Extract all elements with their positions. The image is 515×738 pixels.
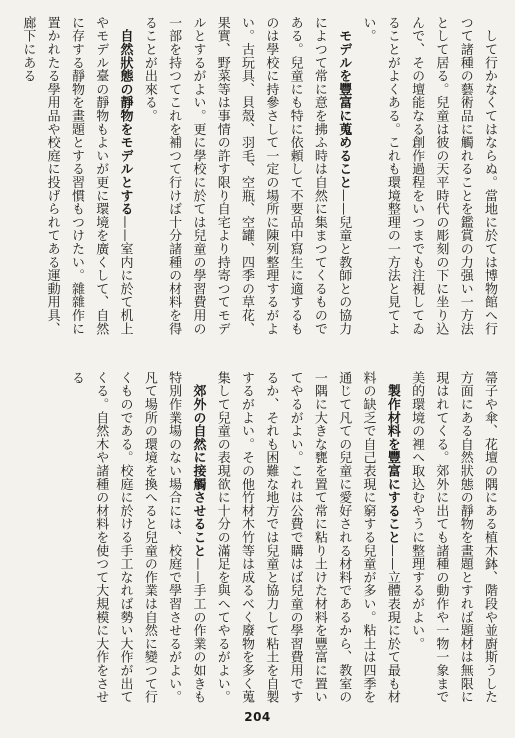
paragraph-text: して行かなくてはならぬ。當地に於ては博物館へ行つて諸種の藝術品に觸れることを鑑賞の力强い一方法として居る。兒童は彼の天平時代の彫刻の下に坐り込んで、その壇能なる創作過程をいつまでも注視してゐることがよくある。これも環境整理の一方法と見てよい。 (360, 16, 497, 336)
section-heading: 製作材料を豐富にすること (384, 371, 400, 544)
bottom-text-block (15, 371, 501, 706)
page-number: 204 (244, 710, 271, 724)
section-heading: モデルを豐富に蒐めること (336, 16, 352, 189)
paragraph-text: 箒子や傘、花壇の隅にある植木鉢、階段や並廚斯うした方面にある自然狀態の靜物を畫題とすれば題材は無限に現はれてくる。郊外に出ても諸種の動作や一物一象まで美的環境の裡へ取込むやうに整理するがよい。 (409, 371, 497, 704)
paragraph (404, 371, 501, 706)
paragraph (355, 16, 501, 341)
paragraph (137, 16, 356, 341)
top-text-block (15, 16, 501, 341)
section-heading: 郊外の自然に接觸させること (190, 371, 206, 558)
paragraph (209, 371, 403, 706)
paragraph-text: ——手工の作業の如きも特別作業場のない場合には、校庭で學習させるがよい。凡て場所の環境を換へると兒童の作業は自然に變つて行くものである。校庭に於ける手工なれば勢い大作が出てくる。自然木や諸種の材料を使つて大規模に大作をさせる (68, 371, 206, 704)
paragraph (64, 371, 210, 706)
paragraph-text: ——室内に於て机上やモデル臺の靜物もよいが更に環境を廣くして、自然に存する靜物を畫題とする習慣もつけたい。雜雜作に置かれたる學用品や校庭に投げられてある運動用具、廊下にある (20, 16, 133, 336)
paragraph (15, 16, 136, 341)
paragraph-text: ——立體表現に於て最も材料の缺乏で自己表現に窮する兒童が多い。粘土は四季を通じて凡ての兒童に愛好される材料であるから、教室の一隅に大きな甕を置て常に粘り土けた材料を豐富に置いてやるがよい。これは公費で購はば兒童の學習費用でするか、それも困難な地方では兒童と協力して粘土を自製するがよい。その他竹材木竹等は成るべく廢物を多く蒐集して兒童の表現欲に十分の滿足を與へてやるがよい。 (214, 371, 400, 704)
paragraph-text: ——兒童と教師との協力によつて常に意を拂ふ時は自然に集まつてくるものである。兒童にも特に依頼して不要品中寫生に適するものは學校に持參さして一定の場所に陳列整理するがよい。古玩具、貝殼、羽毛、空瓶、空罐、四季の草花、果實、野菜等は事情の許す限り自宅より持寄つてモデルとするがよい。更に學校に於ては兒童の學習費用の一部を持つてこれを補つて行けば十分諸種の材料を得ることが出來る。 (141, 16, 352, 336)
section-heading: 自然狀態の靜物をモデルとする (117, 16, 133, 216)
